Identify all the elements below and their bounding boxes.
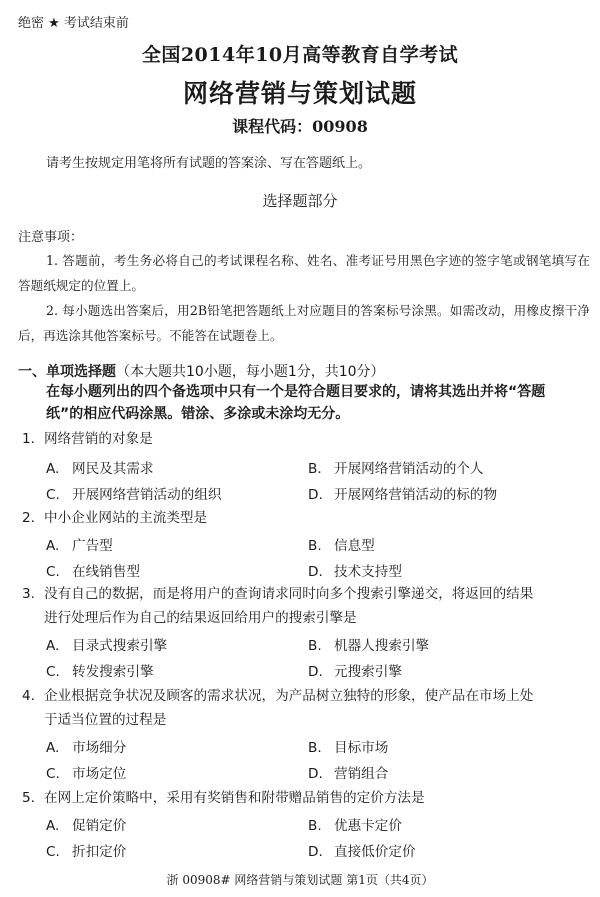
question-number: 4. (22, 688, 35, 704)
option-b: B. 开展网络营销活动的个人 (308, 461, 484, 477)
question-stem (22, 506, 582, 530)
note-item: 2. 每小题选出答案后，用2B铅笔把答题纸上对应题目的答案标号涂黑。如需改动，用橡皮擦干净后，再选涂其他答案标号。不能答在试题卷上。 (18, 303, 590, 343)
question-stem (22, 582, 582, 630)
page-footer: 浙 00908# 网络营销与策划试题 第1页（共4页） (166, 873, 434, 887)
question-number: 1. (22, 431, 35, 447)
question-number: 2. (22, 510, 35, 526)
option-c: C. 折扣定价 (46, 844, 127, 860)
subject-title: 网络营销与策划试题 (182, 79, 417, 108)
notes-heading: 注意事项： (18, 230, 84, 245)
part-heading (18, 361, 385, 381)
question-text: 没有自己的数据，而是将用户的查询请求同时向多个搜索引擎递交，将返回的结果 (44, 586, 534, 602)
option-a: A. 广告型 (46, 538, 113, 554)
option-d: D. 营销组合 (308, 766, 389, 782)
option-d: D. 直接低价定价 (308, 844, 416, 860)
question-text-continued: 进行处理后作为自己的结果返回给用户的搜索引擎是 (44, 610, 357, 626)
question-number: 5. (22, 790, 35, 806)
option-c: C. 开展网络营销活动的组织 (46, 487, 222, 503)
part-heading-detail: （本大题共10小题，每小题1分，共10分） (116, 364, 385, 380)
question-number: 3. (22, 586, 35, 602)
question-stem (22, 684, 582, 732)
option-b: B. 优惠卡定价 (308, 818, 402, 834)
option-c: C. 市场定位 (46, 766, 127, 782)
option-c: C. 在线销售型 (46, 564, 140, 580)
option-c: C. 转发搜索引擎 (46, 664, 154, 680)
option-d: D. 开展网络营销活动的标的物 (308, 487, 498, 503)
question-text: 企业根据竞争状况及顾客的需求状况，为产品树立独特的形象，使产品在市场上处 (44, 688, 534, 704)
part-description: 在每小题列出的四个备选项中只有一个是符合题目要求的，请将其选出并将“答题纸”的相应代码涂黑。错涂、多涂或未涂均无分。 (46, 384, 546, 422)
intro-instruction: 请考生按规定用笔将所有试题的答案涂、写在答题纸上。 (46, 156, 372, 171)
option-a: A. 市场细分 (46, 740, 127, 756)
secret-label: 绝密 ★ 考试结束前 (18, 16, 129, 31)
question-text: 在网上定价策略中，采用有奖销售和附带赠品销售的定价方法是 (44, 790, 425, 806)
option-d: D. 元搜索引擎 (308, 664, 402, 680)
option-d: D. 技术支持型 (308, 564, 402, 580)
option-a: A. 目录式搜索引擎 (46, 638, 168, 654)
option-a: A. 促销定价 (46, 818, 127, 834)
course-code: 课程代码：00908 (232, 117, 368, 136)
section-title: 选择题部分 (262, 192, 338, 210)
exam-name: 全国2014年10月高等教育自学考试 (141, 44, 459, 66)
question-stem (22, 427, 582, 451)
option-b: B. 信息型 (308, 538, 375, 554)
question-text: 网络营销的对象是 (44, 431, 153, 447)
option-b: B. 目标市场 (308, 740, 389, 756)
option-b: B. 机器人搜索引擎 (308, 638, 430, 654)
part-heading-title: 单项选择题 (46, 364, 116, 380)
question-stem (22, 786, 582, 810)
part-heading-number: 一、 (18, 364, 46, 380)
question-text-continued: 于适当位置的过程是 (44, 712, 167, 728)
option-a: A. 网民及其需求 (46, 461, 154, 477)
note-item: 1. 答题前，考生务必将自己的考试课程名称、姓名、准考证号用黑色字迹的签字笔或钢笔填写在答题纸规定的位置上。 (18, 253, 590, 293)
question-text: 中小企业网站的主流类型是 (44, 510, 208, 526)
